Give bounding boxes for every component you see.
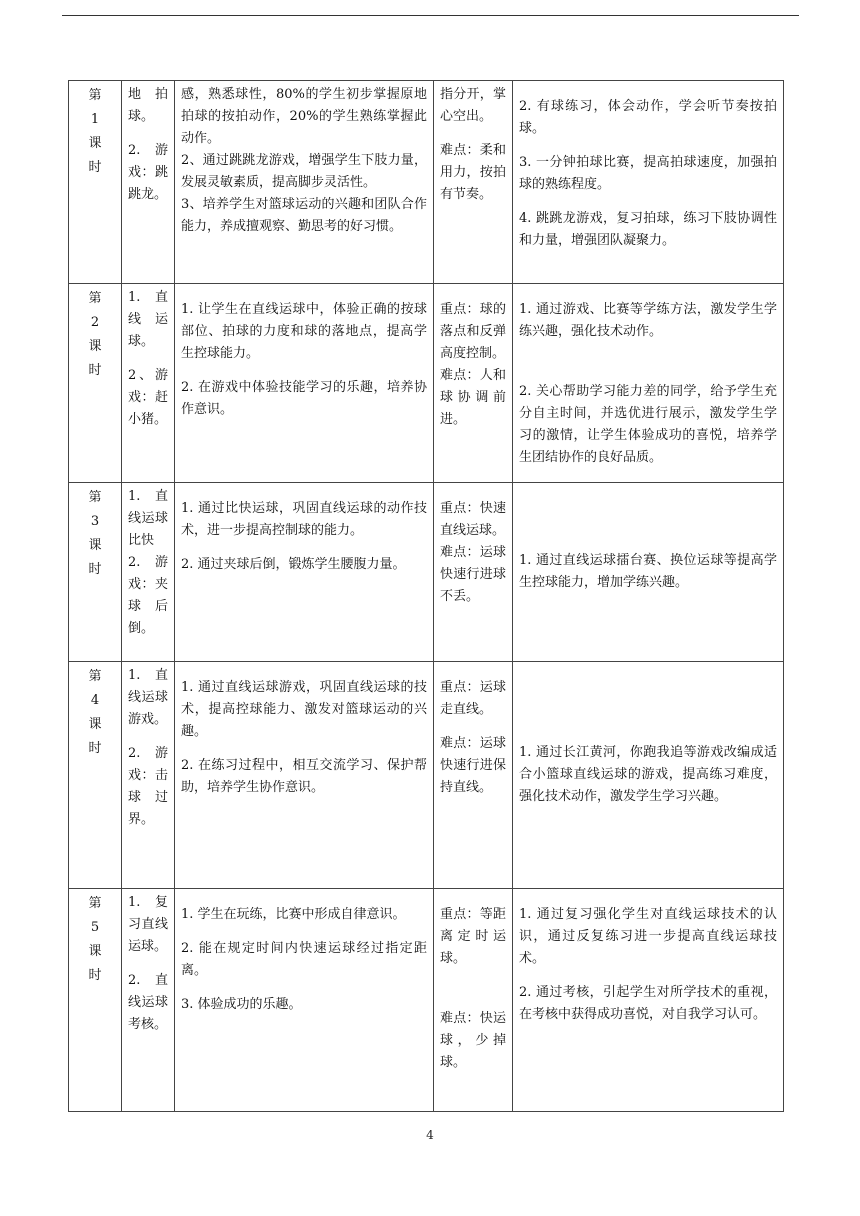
lesson-number-cell: 第 1 课 时	[69, 81, 122, 284]
lesson-goal-cell: 1. 让学生在直线运球中，体验正确的按球部位、拍球的力度和球的落地点，提高学生控球能力。 2. 在游戏中体验技能学习的乐趣，培养协作意识。	[175, 284, 434, 483]
teaching-method-cell: 1. 通过长江黄河，你跑我追等游戏改编成适合小篮球直线运球的游戏，提高练习难度，强化技术动作，激发学生学习兴趣。	[513, 662, 784, 889]
page-number: 4	[426, 1128, 434, 1142]
table-row	[69, 284, 784, 483]
teaching-method-cell: 1. 通过游戏、比赛等学练方法，激发学生学练兴趣，强化技术动作。 2. 关心帮助学习能力差的同学，给予学生充分自主时间，并选优进行展示，激发学生学习的激情，让学生体验成功的喜悦，培养学生团结协作的良好品质。	[513, 284, 784, 483]
key-point-cell: 重点：快速直线运球。 难点：运球快速行进球不丢。	[434, 483, 513, 662]
lesson-content-cell: 地拍球。 2. 游戏：跳跳龙。	[122, 81, 175, 284]
table-row	[69, 483, 784, 662]
key-point-cell: 重点：运球走直线。 难点：运球快速行进保持直线。	[434, 662, 513, 889]
lesson-number-cell: 第 3 课 时	[69, 483, 122, 662]
lesson-content-cell: 1. 直线运球比快 2. 游戏：夹球后倒。	[122, 483, 175, 662]
lesson-goal-cell: 1. 通过直线运球游戏，巩固直线运球的技术，提高控球能力、激发对篮球运动的兴趣。 2. 在练习过程中，相互交流学习、保护帮助，培养学生协作意识。	[175, 662, 434, 889]
lesson-content-cell: 1. 直线运球游戏。 2. 游戏：击球过界。	[122, 662, 175, 889]
key-point-cell: 重点：等距离定时运球。 难点：快运球，少掉球。	[434, 889, 513, 1112]
lesson-number-cell: 第 5 课 时	[69, 889, 122, 1112]
lesson-goal-cell: 1. 通过比快运球，巩固直线运球的动作技术，进一步提高控制球的能力。 2. 通过夹球后倒，锻炼学生腰腹力量。	[175, 483, 434, 662]
table-row	[69, 81, 784, 284]
lesson-content-cell: 1. 直线运球。 2、游戏：赶小猪。	[122, 284, 175, 483]
header-rule	[62, 15, 799, 16]
lesson-goal-cell: 感，熟悉球性，80%的学生初步掌握原地拍球的按拍动作，20%的学生熟练掌握此动作。 2、通过跳跳龙游戏，增强学生下肢力量，发展灵敏素质，提高脚步灵活性。 3、培养学生对篮球运动的兴趣和团队合作能力，养成擅观察、勤思考的好习惯。	[175, 81, 434, 284]
lesson-content-cell: 1. 复习直线运球。 2. 直线运球考核。	[122, 889, 175, 1112]
key-point-cell: 指分开，掌心空出。 难点：柔和用力，按拍有节奏。	[434, 81, 513, 284]
lesson-goal-cell: 1. 学生在玩练，比赛中形成自律意识。 2. 能在规定时间内快速运球经过指定距离。 3. 体验成功的乐趣。	[175, 889, 434, 1112]
teaching-method-cell: 1. 通过直线运球擂台赛、换位运球等提高学生控球能力，增加学练兴趣。	[513, 483, 784, 662]
teaching-method-cell: 1. 通过复习强化学生对直线运球技术的认识，通过反复练习进一步提高直线运球技术。 2. 通过考核，引起学生对所学技术的重视，在考核中获得成功喜悦，对自我学习认可。	[513, 889, 784, 1112]
key-point-cell: 重点：球的落点和反弹高度控制。 难点：人和球协调前进。	[434, 284, 513, 483]
lesson-number-cell: 第 4 课 时	[69, 662, 122, 889]
lesson-plan-table	[68, 80, 784, 1112]
table-row	[69, 889, 784, 1112]
table-row	[69, 662, 784, 889]
lesson-number-cell: 第 2 课 时	[69, 284, 122, 483]
teaching-method-cell: 2. 有球练习，体会动作，学会听节奏按拍球。 3. 一分钟拍球比赛，提高拍球速度，加强拍球的熟练程度。 4. 跳跳龙游戏，复习拍球，练习下肢协调性和力量，增强团队凝聚力。	[513, 81, 784, 284]
